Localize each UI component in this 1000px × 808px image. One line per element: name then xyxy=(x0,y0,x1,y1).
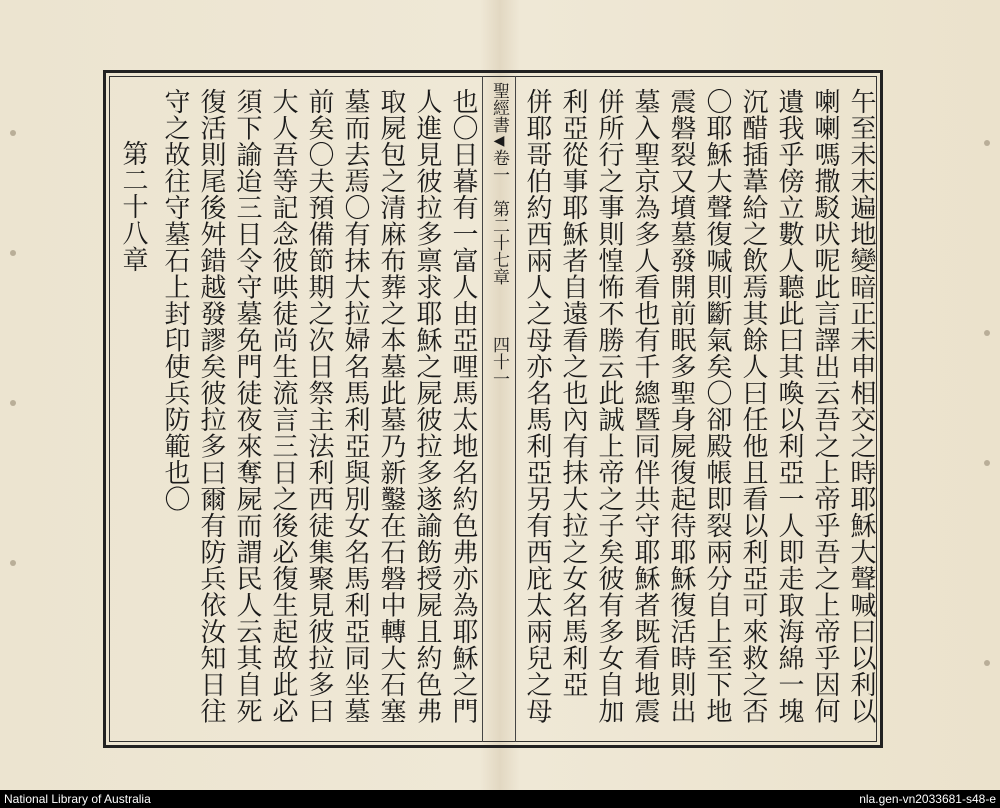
binding-hole xyxy=(984,660,990,666)
page-number: 四十一 xyxy=(489,336,509,387)
binding-hole xyxy=(10,130,16,136)
text-column: 沉醋插葦給之飲焉其餘人曰任他且看以利亞可來救之否 xyxy=(738,88,768,724)
text-column: 〇耶穌大聲復喊則斷氣矣〇卻殿帳即裂兩分自上至下地 xyxy=(702,88,732,724)
fishtail-mark: ◀ xyxy=(491,133,507,149)
text-column: 也〇日暮有一富人由亞哩馬太地名約色弗亦為耶穌之門 xyxy=(448,88,478,724)
binding-hole xyxy=(10,400,16,406)
book-title: 聖經書 xyxy=(489,82,509,133)
text-column: 守之故往守墓石上封印使兵防範也〇 xyxy=(160,88,190,512)
binding-hole xyxy=(10,560,16,566)
binding-hole xyxy=(984,330,990,336)
text-column: 午至未末遍地變暗正未申相交之時耶穌大聲喊曰以利以 xyxy=(846,88,876,724)
center-divider xyxy=(482,76,483,742)
center-spine xyxy=(488,82,510,387)
text-column: 大人吾等記念彼哄徒尚生流言三日之後必復生起故此必 xyxy=(268,88,298,724)
text-column: 利亞從事耶穌者自遠看之也內有抹大拉之女名馬利亞 xyxy=(558,88,588,698)
binding-hole xyxy=(984,140,990,146)
chapter-heading: 第二十八章 xyxy=(118,140,148,273)
text-column: 取屍包之清麻布葬之本墓此墓乃新鑿在石磐中轉大石塞 xyxy=(376,88,406,724)
volume-label: 卷一 xyxy=(489,149,509,183)
text-column: 遺我乎傍立數人聽此曰其喚以利亞一人即走取海綿一塊 xyxy=(774,88,804,724)
text-column: 墓入聖京為多人看也有千總暨同伴共守耶穌者既看地震 xyxy=(630,88,660,724)
binding-hole xyxy=(10,250,16,256)
center-divider xyxy=(515,76,516,742)
text-column: 須下諭迨三日令守墓免門徒夜來奪屍而謂民人云其自死 xyxy=(232,88,262,724)
text-column: 墓而去焉〇有抹大拉婦名馬利亞與別女名馬利亞同坐墓 xyxy=(340,88,370,724)
spine-chapter: 第二十七章 xyxy=(489,200,509,285)
catalog-id: nla.gen-vn2033681-s48-e xyxy=(859,792,996,806)
text-column: 併所行之事則惶怖不勝云此誠上帝之子矣彼有多女自加 xyxy=(594,88,624,724)
text-column: 震磐裂又墳墓發開前眠多聖身屍復起待耶穌復活時則出 xyxy=(666,88,696,724)
binding-hole xyxy=(984,460,990,466)
text-column: 喇喇嗎撒駁吠呢此言譯出云吾之上帝乎吾之上帝乎因何 xyxy=(810,88,840,724)
library-name: National Library of Australia xyxy=(4,792,151,806)
text-column: 前矣〇夫預備節期之次日祭主法利西徒集聚見彼拉多曰 xyxy=(304,88,334,724)
text-column: 併耶哥伯約西兩人之母亦名馬利亞另有西庇太兩兒之母 xyxy=(522,88,552,724)
catalog-footer xyxy=(0,790,1000,808)
text-column: 人進見彼拉多禀求耶穌之屍彼拉多遂諭飭授屍且約色弗 xyxy=(412,88,442,724)
text-column: 復活則尾後舛錯越發謬矣彼拉多曰爾有防兵依汝知日往 xyxy=(196,88,226,724)
